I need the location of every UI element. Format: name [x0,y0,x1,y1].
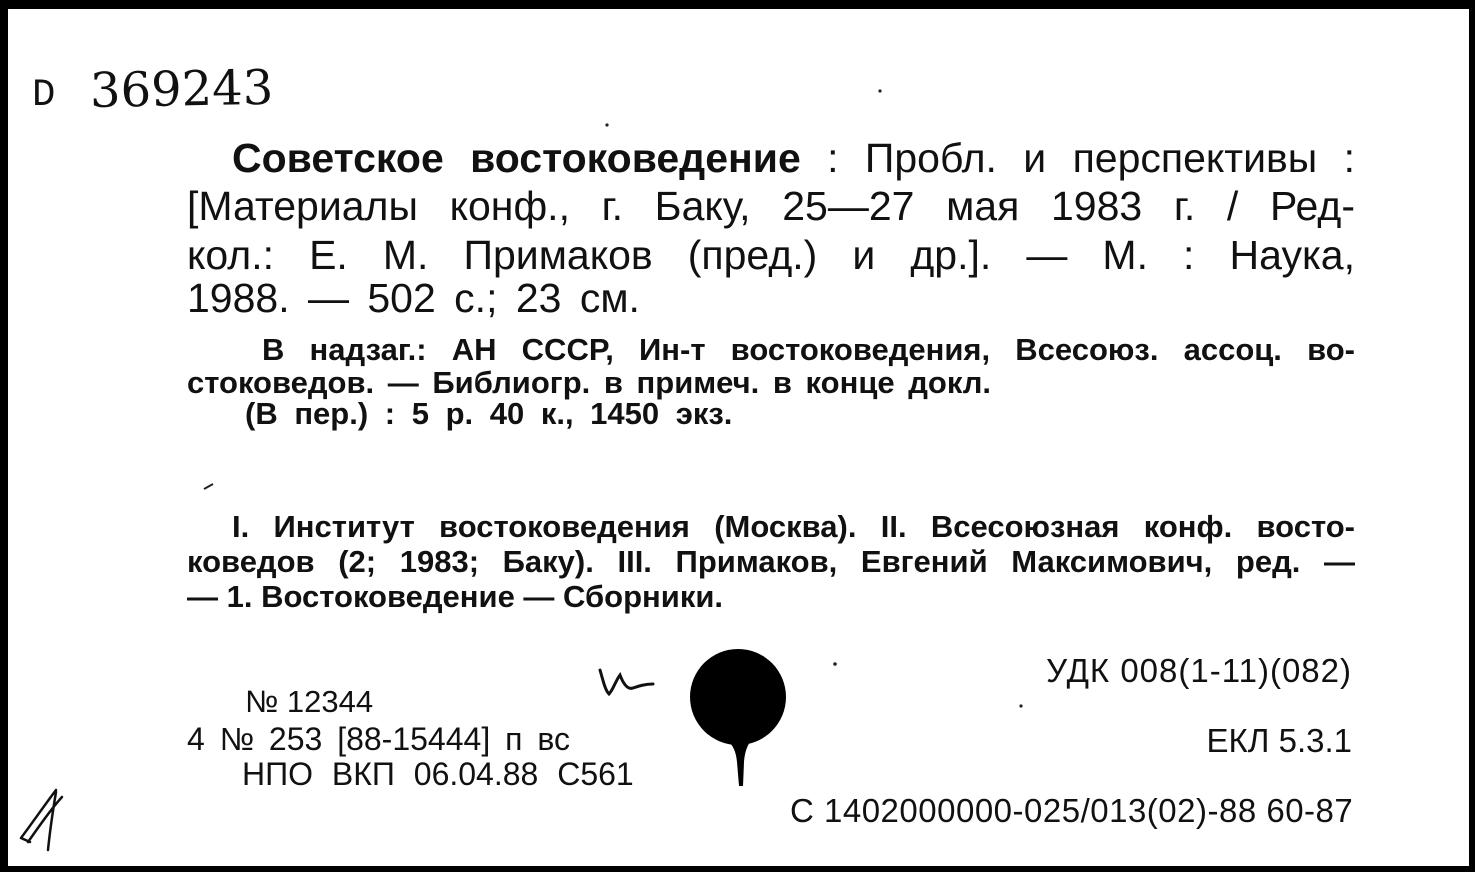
ink-drip [724,736,754,786]
speck [1019,704,1022,707]
catalog-code: С 1402000000-025/013(02)-88 60-87 [790,792,1354,829]
speck [878,89,881,92]
pen-squiggle-mark [600,670,653,694]
price-and-print-run: (В пер.) : 5 р. 40 к., 1450 экз. [245,396,733,431]
imprint-line-2: 4 № 253 [88-15444] п вс [187,721,570,757]
tracings-line-2: коведов (2; 1983; Баку). III. Примаков, Евгений Максимович, ред. — [187,544,1355,579]
speck [605,123,608,126]
main-entry-line-3: кол.: Е. М. Примаков (пред.) и др.]. — М. : Наука, [187,232,1355,278]
stamp-prefix: D [32,73,56,117]
speck [833,662,837,666]
title: Советское востоковедение [232,135,801,181]
ekl-index: ЕКЛ 5.3.1 [1206,722,1352,759]
handwritten-mark [21,790,62,850]
udc-index: УДК 008(1-11)(082) [1046,652,1352,689]
order-number: № 12344 [245,684,374,719]
notes-line-2: стоковедов. — Библиогр. в примеч. в конце докл. [187,365,992,400]
tracings-line-1: I. Институт востоковедения (Москва). II. Всесоюзная конф. восто- [232,509,1355,544]
main-entry-line-4: 1988. — 502 с.; 23 см. [187,275,640,321]
accession-number: 369243 [89,59,274,119]
subtitle: : Пробл. и перспективы : [827,135,1355,181]
imprint-line-3: НПО ВКП 06.04.88 С561 [242,756,634,792]
ink-blot [690,649,786,745]
speck-dash [204,484,213,489]
main-entry-line-1 [232,135,1355,181]
notes-line-1: В надзаг.: АН СССР, Ин-т востоковедения, Всесоюз. ассоц. во- [262,332,1355,367]
tracings-line-3: — 1. Востоковедение — Сборники. [187,579,724,614]
main-entry-line-2: [Материалы конф., г. Баку, 25—27 мая 1983 г. / Ред- [187,183,1355,229]
